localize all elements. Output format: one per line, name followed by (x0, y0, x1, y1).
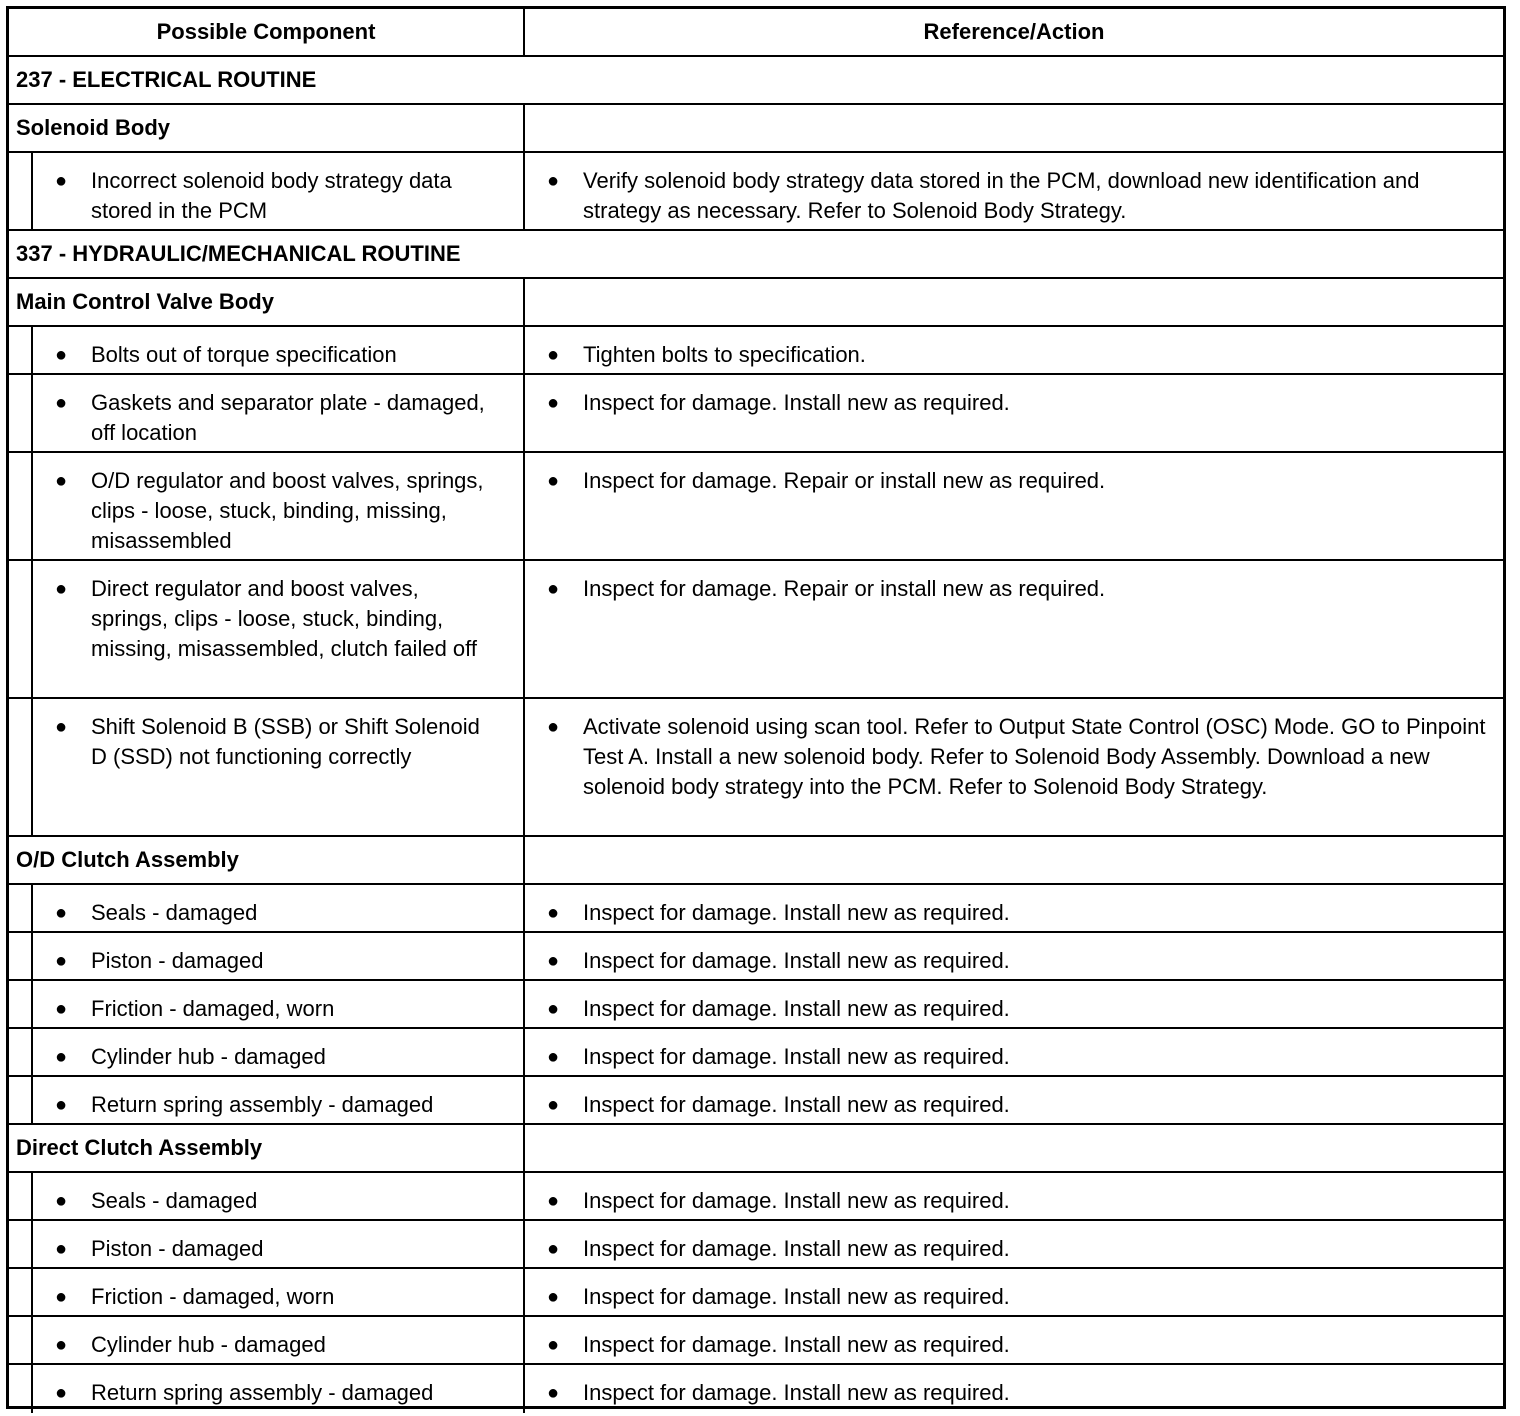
bullet-icon: ● (55, 998, 68, 1020)
action-text: Inspect for damage. Install new as required. (583, 1284, 1010, 1309)
bullet-icon: ● (547, 950, 560, 972)
component-text: Bolts out of torque specification (91, 342, 397, 367)
component-cell (55, 166, 501, 226)
bullet-icon: ● (55, 578, 68, 600)
column-header-possible-component: Possible Component (156, 19, 376, 44)
bullet-icon: ● (547, 1286, 560, 1308)
indent-divider (31, 453, 33, 559)
column-divider (523, 1365, 525, 1413)
column-divider (523, 279, 525, 325)
action-cell (547, 712, 1495, 802)
component-cell (55, 1378, 501, 1408)
component-cell (55, 1090, 501, 1120)
column-divider (523, 1125, 525, 1171)
table-row (9, 885, 1503, 933)
bullet-icon: ● (547, 170, 560, 192)
bullet-icon: ● (547, 1334, 560, 1356)
action-text: Inspect for damage. Install new as required. (583, 1236, 1010, 1261)
component-text: Incorrect solenoid body strategy data stored in the PCM (91, 168, 452, 223)
indent-divider (31, 933, 33, 979)
column-divider (523, 933, 525, 979)
component-cell (55, 1186, 501, 1216)
bullet-icon: ● (55, 392, 68, 414)
diagnostic-table (6, 6, 1506, 1409)
action-cell (547, 166, 1495, 226)
action-text: Inspect for damage. Install new as required. (583, 1332, 1010, 1357)
component-text: Cylinder hub - damaged (91, 1332, 326, 1357)
action-text: Activate solenoid using scan tool. Refer to Output State Control (OSC) Mode. GO to Pinpoint Test A. Install a new solenoid body. Refer to Solenoid Body Assembly. Download a new solenoid body strategy into the PCM. Refer to Solenoid Body Strategy. (583, 714, 1486, 799)
component-cell (55, 994, 501, 1024)
indent-divider (31, 1077, 33, 1123)
indent-divider (31, 1173, 33, 1219)
action-text: Inspect for damage. Install new as required. (583, 996, 1010, 1021)
column-divider (523, 561, 525, 697)
action-cell (547, 946, 1495, 976)
component-text: Shift Solenoid B (SSB) or Shift Solenoid D (SSD) not functioning correctly (91, 714, 480, 769)
section-row (9, 231, 1503, 279)
action-text: Inspect for damage. Install new as required. (583, 1380, 1010, 1405)
column-divider (523, 105, 525, 151)
indent-divider (31, 1221, 33, 1267)
column-divider (523, 153, 525, 229)
action-text: Inspect for damage. Install new as required. (583, 900, 1010, 925)
indent-divider (31, 1269, 33, 1315)
bullet-icon: ● (547, 998, 560, 1020)
action-text: Inspect for damage. Install new as required. (583, 948, 1010, 973)
component-text: O/D regulator and boost valves, springs, clips - loose, stuck, binding, missing, misassembled (91, 468, 484, 553)
component-text: Friction - damaged, worn (91, 1284, 335, 1309)
bullet-icon: ● (55, 1046, 68, 1068)
bullet-icon: ● (55, 950, 68, 972)
column-header-reference-action: Reference/Action (923, 19, 1105, 44)
table-row (9, 561, 1503, 699)
component-cell (55, 466, 501, 556)
component-cell (55, 1282, 501, 1312)
section-row (9, 57, 1503, 105)
component-text: Gaskets and separator plate - damaged, off location (91, 390, 485, 445)
action-cell (547, 388, 1495, 418)
column-divider (523, 1221, 525, 1267)
table-row (9, 1029, 1503, 1077)
group-row (9, 105, 1503, 153)
column-divider (523, 1077, 525, 1123)
table-row (9, 1317, 1503, 1365)
action-cell (547, 1186, 1495, 1216)
table-row (9, 1173, 1503, 1221)
bullet-icon: ● (547, 392, 560, 414)
component-cell (55, 340, 501, 370)
column-divider (523, 1317, 525, 1363)
action-cell (547, 574, 1495, 604)
action-cell (547, 1330, 1495, 1360)
column-divider (523, 1029, 525, 1075)
group-row (9, 837, 1503, 885)
component-cell (55, 1234, 501, 1264)
indent-divider (31, 1317, 33, 1363)
group-title: Main Control Valve Body (16, 289, 274, 314)
bullet-icon: ● (547, 902, 560, 924)
component-text: Return spring assembly - damaged (91, 1092, 434, 1117)
table-row (9, 453, 1503, 561)
action-cell (547, 466, 1495, 496)
bullet-icon: ● (547, 578, 560, 600)
column-divider (523, 699, 525, 835)
component-text: Piston - damaged (91, 1236, 264, 1261)
column-divider (523, 375, 525, 451)
bullet-icon: ● (55, 1190, 68, 1212)
indent-divider (31, 375, 33, 451)
indent-divider (31, 1029, 33, 1075)
component-text: Seals - damaged (91, 1188, 258, 1213)
action-cell (547, 994, 1495, 1024)
action-text: Inspect for damage. Install new as required. (583, 1188, 1010, 1213)
column-divider (523, 453, 525, 559)
indent-divider (31, 561, 33, 697)
group-title: Direct Clutch Assembly (16, 1135, 263, 1160)
table-row (9, 153, 1503, 231)
bullet-icon: ● (547, 1238, 560, 1260)
table-row (9, 1269, 1503, 1317)
action-cell (547, 1042, 1495, 1072)
bullet-icon: ● (55, 902, 68, 924)
component-cell (55, 574, 501, 664)
bullet-icon: ● (547, 1094, 560, 1116)
bullet-icon: ● (55, 1286, 68, 1308)
action-text: Inspect for damage. Repair or install new as required. (583, 576, 1106, 601)
group-row (9, 1125, 1503, 1173)
table-row (9, 1365, 1503, 1413)
action-text: Inspect for damage. Install new as required. (583, 1092, 1010, 1117)
bullet-icon: ● (55, 344, 68, 366)
indent-divider (31, 699, 33, 835)
action-cell (547, 340, 1495, 370)
column-divider (523, 981, 525, 1027)
component-cell (55, 946, 501, 976)
action-text: Verify solenoid body strategy data stored in the PCM, download new identification and strategy as necessary. Refer to Solenoid Body Strategy. (583, 168, 1420, 223)
bullet-icon: ● (547, 1382, 560, 1404)
section-title: 237 - ELECTRICAL ROUTINE (16, 67, 317, 92)
indent-divider (31, 1365, 33, 1413)
indent-divider (31, 153, 33, 229)
section-title: 337 - HYDRAULIC/MECHANICAL ROUTINE (16, 241, 461, 266)
group-row (9, 279, 1503, 327)
bullet-icon: ● (55, 1382, 68, 1404)
column-divider (523, 1269, 525, 1315)
action-cell (547, 898, 1495, 928)
bullet-icon: ● (55, 1238, 68, 1260)
indent-divider (31, 981, 33, 1027)
component-text: Direct regulator and boost valves, springs, clips - loose, stuck, binding, missing, misassembled, clutch failed off (91, 576, 477, 661)
table-row (9, 1221, 1503, 1269)
table-row (9, 1077, 1503, 1125)
component-text: Cylinder hub - damaged (91, 1044, 326, 1069)
component-cell (55, 388, 501, 448)
table-row (9, 375, 1503, 453)
action-cell (547, 1090, 1495, 1120)
table-row (9, 933, 1503, 981)
action-cell (547, 1234, 1495, 1264)
bullet-icon: ● (55, 1094, 68, 1116)
bullet-icon: ● (547, 716, 560, 738)
bullet-icon: ● (547, 1046, 560, 1068)
component-text: Seals - damaged (91, 900, 258, 925)
group-title: Solenoid Body (16, 115, 170, 140)
action-cell (547, 1282, 1495, 1312)
action-text: Inspect for damage. Install new as required. (583, 390, 1010, 415)
action-text: Inspect for damage. Repair or install new as required. (583, 468, 1106, 493)
bullet-icon: ● (55, 716, 68, 738)
component-text: Friction - damaged, worn (91, 996, 335, 1021)
table-row (9, 699, 1503, 837)
component-text: Return spring assembly - damaged (91, 1380, 434, 1405)
table-row (9, 981, 1503, 1029)
bullet-icon: ● (547, 344, 560, 366)
indent-divider (31, 885, 33, 931)
component-cell (55, 712, 501, 772)
component-cell (55, 1330, 501, 1360)
component-cell (55, 898, 501, 928)
action-cell (547, 1378, 1495, 1408)
column-divider (523, 885, 525, 931)
action-text: Tighten bolts to specification. (583, 342, 866, 367)
group-title: O/D Clutch Assembly (16, 847, 239, 872)
component-text: Piston - damaged (91, 948, 264, 973)
column-divider (523, 1173, 525, 1219)
table-row (9, 327, 1503, 375)
column-divider (523, 837, 525, 883)
action-text: Inspect for damage. Install new as required. (583, 1044, 1010, 1069)
bullet-icon: ● (55, 170, 68, 192)
bullet-icon: ● (547, 1190, 560, 1212)
bullet-icon: ● (55, 1334, 68, 1356)
bullet-icon: ● (55, 470, 68, 492)
indent-divider (31, 327, 33, 373)
table-header-row (9, 9, 1503, 57)
bullet-icon: ● (547, 470, 560, 492)
component-cell (55, 1042, 501, 1072)
column-divider (523, 327, 525, 373)
